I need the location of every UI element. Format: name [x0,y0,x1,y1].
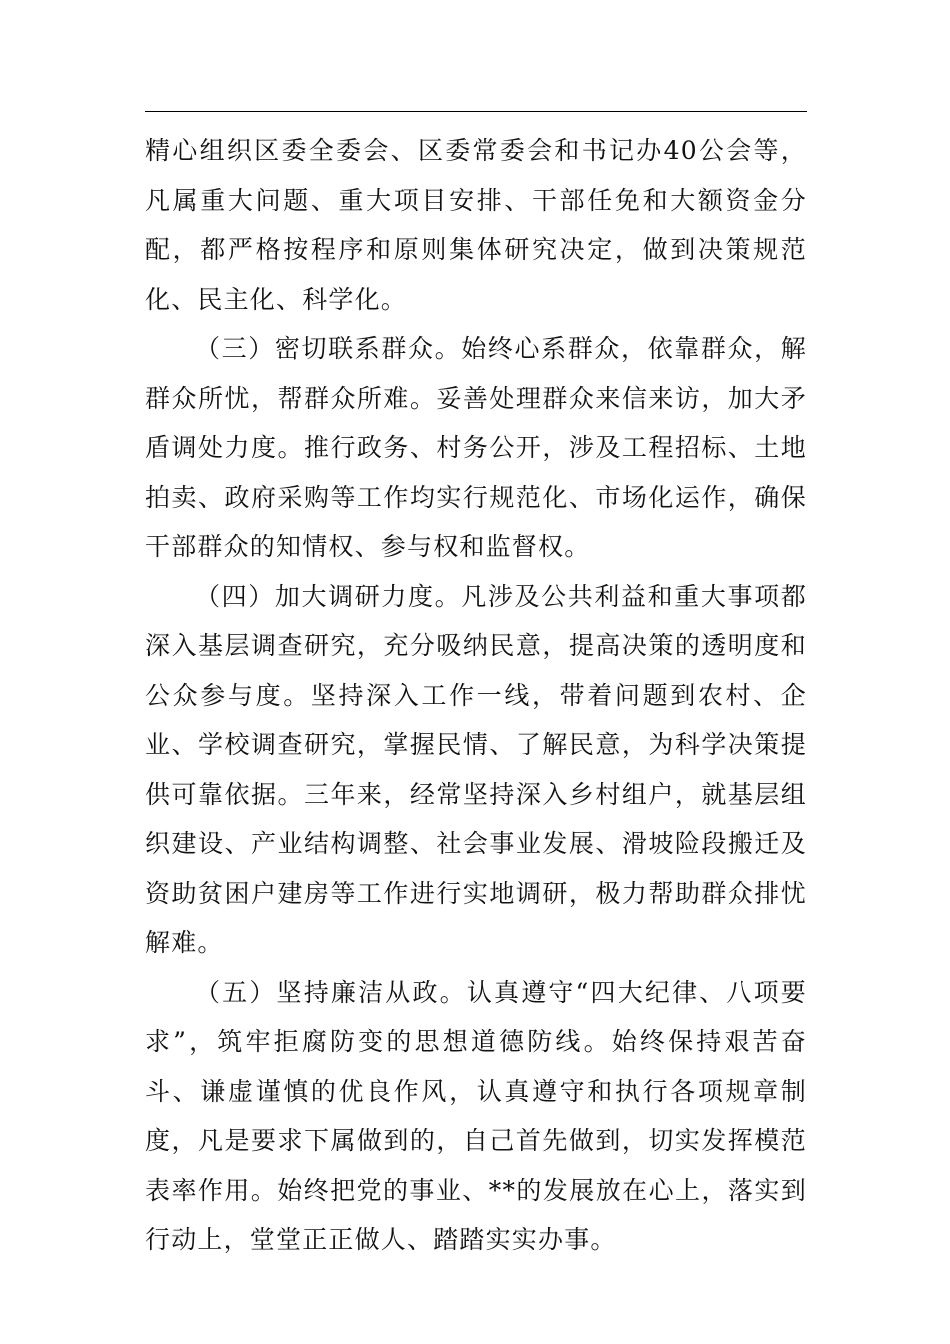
paragraph-continuation: 精心组织区委全委会、区委常委会和书记办40公会等，凡属重大问题、重大项目安排、干部任免和大额资金分配，都严格按程序和原则集体研究决定，做到决策规范化、民主化、科学化。 [145,136,807,314]
paragraph-research: （四）加大调研力度。凡涉及公共利益和重大事项都深入基层调查研究，充分吸纳民意，提高决策的透明度和公众参与度。坚持深入工作一线，带着问题到农村、企业、学校调查研究，掌握民情、了解民意，为科学决策提供可靠依据。三年来，经常坚持深入乡村组户，就基层组织建设、产业结构调整、社会事业发展、滑坡险段搬迁及资助贫困户建房等工作进行实地调研，极力帮助群众排忧解难。 [145,581,807,957]
paragraph-integrity: （五）坚持廉洁从政。认真遵守“四大纪律、八项要求”，筑牢拒腐防变的思想道德防线。始终保持艰苦奋斗、谦虚谨慎的优良作风，认真遵守和执行各项规章制度，凡是要求下属做到的，自己首先做到，切实发挥模范表率作用。始终把党的事业、**的发展放在心上，落实到行动上，堂堂正正做人、踏踏实实办事。 [145,977,807,1254]
header-rule [145,111,807,112]
paragraph-contact-masses: （三）密切联系群众。始终心系群众，依靠群众，解群众所忧，帮群众所难。妥善处理群众来信来访，加大矛盾调处力度。推行政务、村务公开，涉及工程招标、土地拍卖、政府采购等工作均实行规范化、市场化运作，确保干部群众的知情权、参与权和监督权。 [145,334,807,561]
document-body [145,126,807,1265]
